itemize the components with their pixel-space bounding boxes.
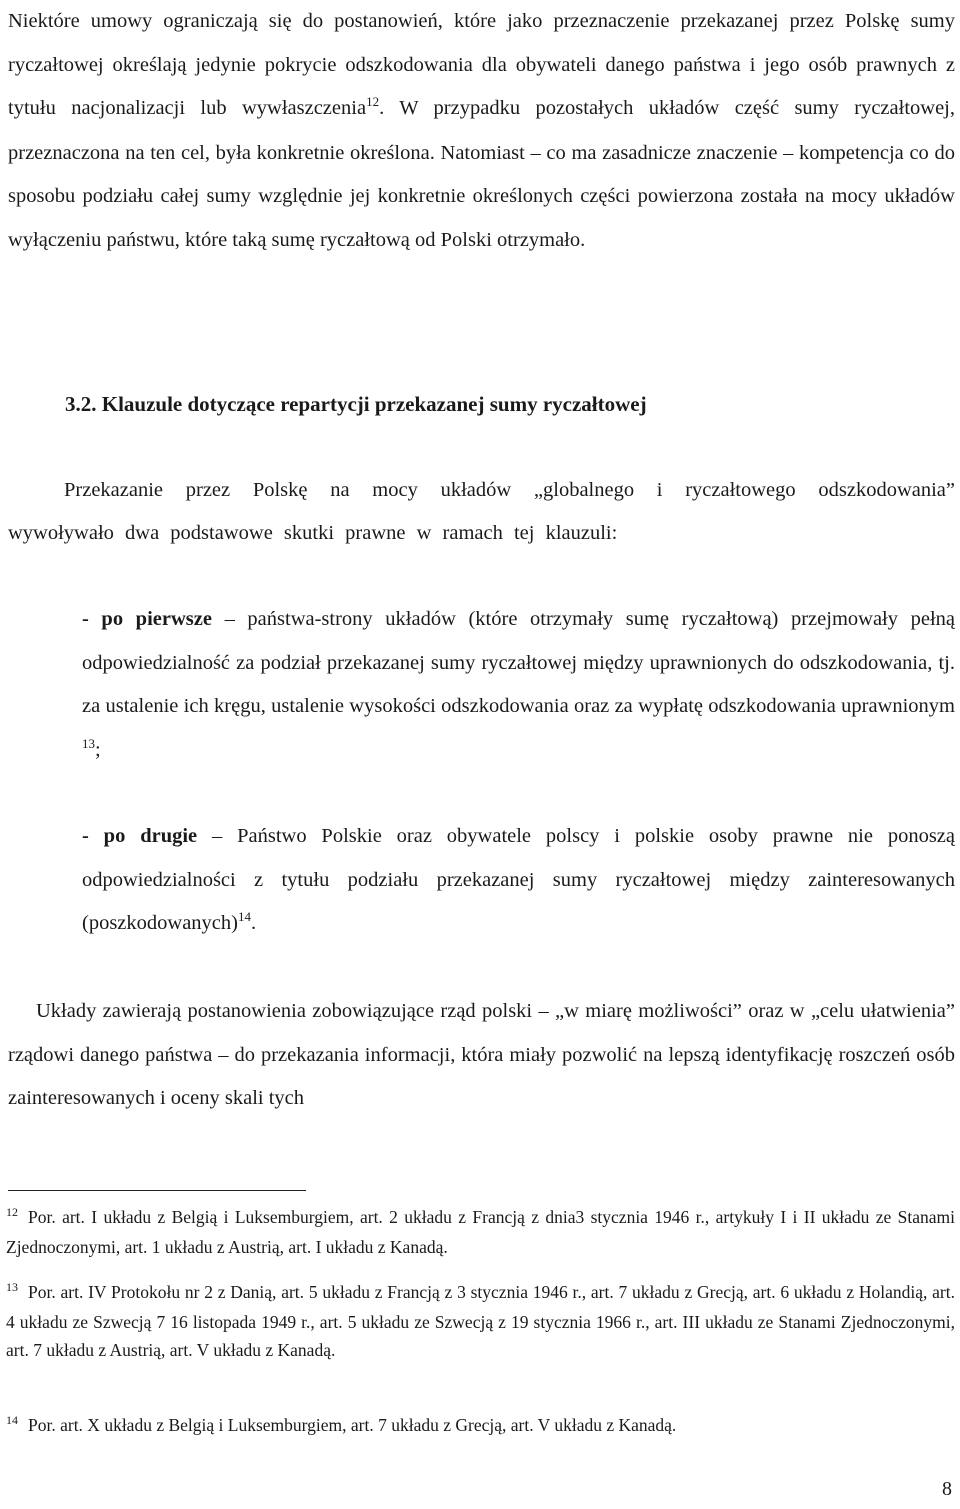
list-item-first [82, 598, 955, 773]
footnote-14-text: Por. art. X układu z Belgią i Luksemburgiem, art. 7 układu z Grecją, art. V układu z Kanadą. [28, 1415, 677, 1435]
list-item-first-lead: - po pierwsze [82, 608, 212, 630]
footnote-12-text: Por. art. I układu z Belgią i Luksemburgiem, art. 2 układu z Francją z dnia3 stycznia 1946 r., artykuły I i II układu ze Stanami Zjednoczonymi, art. 1 układu z Austrią, art. I układu z Kanadą. [6, 1207, 955, 1257]
footnote-14-number: 14 [6, 1413, 18, 1427]
footnote-ref-13[interactable]: 13 [82, 735, 95, 751]
paragraph-1-text-b: . W przypadku pozostałych układów część sumy ryczałtowej, przeznaczona na ten cel, była konkretnie określona. Natomiast – co ma zasadnicze znaczenie – kompetencja co do sposobu podziału całej sumy względnie jej konkretnie określonych części powierzona została na mocy układów wyłączeniu państwu, które taką sumę ryczałtową od Polski otrzymało. [8, 97, 955, 251]
page-number: 8 [942, 1478, 952, 1500]
footnote-14 [6, 1411, 955, 1441]
paragraph-3-text: Układy zawierają postanowienia zobowiązujące rząd polski – „w miarę możliwości” oraz w „celu ułatwienia” rządowi danego państwa – do przekazania informacji, która miały pozwolić na lepszą identyfikację roszczeń osób zainteresowanych i oceny skali tych [8, 1000, 955, 1109]
paragraph-1-text-a: Niektóre umowy ograniczają się do postanowień, które jako przeznaczenie przekazanej przez Polskę sumy ryczałtowej określają jedynie pokrycie odszkodowania dla obywateli danego państwa i jego osób prawnych z tytułu nacjonalizacji lub wywłaszczenia [8, 10, 955, 119]
list-item-second [82, 815, 955, 947]
footnote-12-number: 12 [6, 1205, 18, 1219]
list-item-first-text: – państwa-strony układów (które otrzymały sumę ryczałtową) przejmowały pełną odpowiedzialność za podział przekazanej sumy ryczałtowej między uprawnionych do odszkodowania, tj. za ustalenie ich kręgu, ustalenie wysokości odszkodowania oraz za wypłatę odszkodowania uprawnionym [82, 608, 955, 717]
list-item-second-tail: . [250, 912, 257, 934]
list-item-first-tail: ; [95, 738, 101, 761]
body-paragraph-1 [8, 0, 955, 262]
footnote-13 [6, 1278, 955, 1364]
body-paragraph-2 [8, 469, 955, 555]
body-paragraph-3 [8, 990, 955, 1121]
footnote-ref-14[interactable]: 14 [237, 909, 251, 924]
footnote-separator [8, 1190, 306, 1191]
list-item-second-text: – Państwo Polskie oraz obywatele polscy i polskie osoby prawne nie ponoszą odpowiedzialności z tytułu podziału przekazanej sumy ryczałtowej między zainteresowanych (poszkodowanych) [82, 825, 955, 934]
footnote-ref-12[interactable]: 12 [366, 94, 380, 109]
paragraph-2-text: Przekazanie przez Polskę na mocy układów „globalnego i ryczałtowego odszkodowania” wywoływało dwa podstawowe skutki prawne w ramach tej klauzuli: [8, 479, 955, 544]
footnote-13-number: 13 [6, 1280, 18, 1294]
footnote-12 [6, 1203, 955, 1261]
list-item-second-lead: - po drugie [82, 825, 198, 847]
footnote-13-text: Por. art. IV Protokołu nr 2 z Danią, art. 5 układu z Francją z 3 stycznia 1946 r., art. 7 układu z Grecją, art. 6 układu z Holandią, art. 4 układu ze Szwecją 7 16 listopada 1949 r., art. 5 układu ze Szwecją z 19 stycznia 1966 r., art. III układu ze Stanami Zjednoczonymi, art. 7 układu z Austrią, art. V układu z Kanadą. [6, 1282, 955, 1360]
section-heading: 3.2. Klauzule dotyczące repartycji przekazanej sumy ryczałtowej [65, 392, 647, 416]
